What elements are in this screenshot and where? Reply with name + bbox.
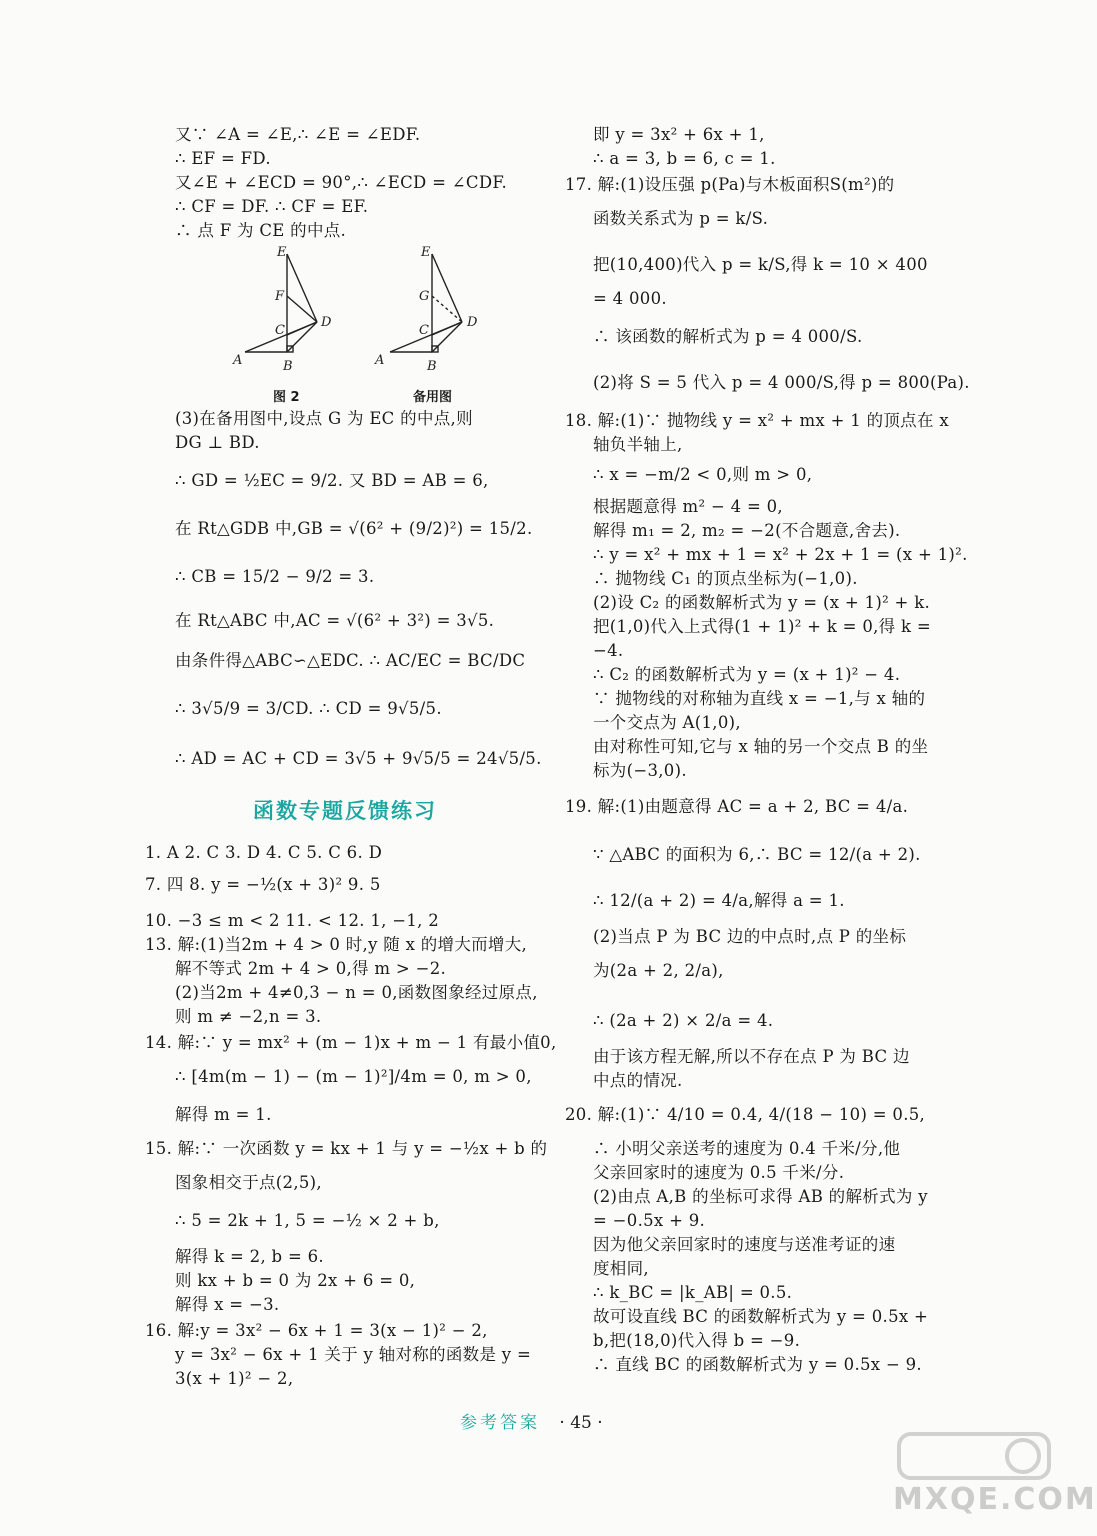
text-line: 度相同, <box>593 1259 649 1278</box>
text-line: 由条件得△ABC∽△EDC. ∴ AC/EC = BC/DC <box>175 651 526 670</box>
text-line: 因为他父亲回家时的速度与送准考证的速 <box>593 1235 896 1254</box>
text-line: 中点的情况. <box>593 1071 683 1090</box>
text-line: = 4 000. <box>593 289 667 308</box>
text-line: 父亲回家时的速度为 0.5 千米/分. <box>593 1163 845 1182</box>
figure-drawings <box>225 242 525 392</box>
label-B: B <box>427 359 437 374</box>
answer-line: 16. 解:y = 3x² − 6x + 1 = 3(x − 1)² − 2, <box>145 1321 488 1340</box>
text-line: 又∠E + ∠ECD = 90°,∴ ∠ECD = ∠CDF. <box>175 173 508 192</box>
figure-caption: 图 2 <box>273 390 300 405</box>
text-line: (2)设 C₂ 的函数解析式为 y = (x + 1)² + k. <box>593 593 931 612</box>
text-line: ∴ y = x² + mx + 1 = x² + 2x + 1 = (x + 1)². <box>593 545 968 564</box>
answer-line: y = 3x² − 6x + 1 关于 y 轴对称的函数是 y = <box>175 1345 532 1364</box>
text-line: ∴ x = −m/2 < 0,则 m > 0, <box>593 465 813 484</box>
text-line: 由于该方程无解,所以不存在点 P 为 BC 边 <box>593 1047 910 1066</box>
label-C: C <box>275 323 285 338</box>
text-line: 由对称性可知,它与 x 轴的另一个交点 B 的坐 <box>593 737 929 756</box>
answer-line: ∴ 5 = 2k + 1, 5 = −½ × 2 + b, <box>175 1211 440 1230</box>
label-D: D <box>467 315 478 330</box>
geometry-figures <box>225 242 525 412</box>
section-title: 函数专题反馈练习 <box>253 799 437 823</box>
text-line: 20. 解:(1)∵ 4/10 = 0.4, 4/(18 − 10) = 0.5, <box>565 1105 926 1124</box>
label-B: B <box>283 359 293 374</box>
label-F: F <box>275 289 285 304</box>
label-D: D <box>321 315 332 330</box>
answer-line: 解得 m = 1. <box>175 1105 272 1124</box>
text-line: (2)由点 A,B 的坐标可求得 AB 的解析式为 y <box>593 1187 928 1206</box>
text-line: 把(10,400)代入 p = k/S,得 k = 10 × 400 <box>593 255 928 274</box>
text-line: ∴ a = 3, b = 6, c = 1. <box>593 149 776 168</box>
text-line: ∵ △ABC 的面积为 6,∴ BC = 12/(a + 2). <box>593 845 921 864</box>
text-line: 为(2a + 2, 2/a), <box>593 961 724 980</box>
text-line: ∴ k_BC = |k_AB| = 0.5. <box>593 1283 793 1302</box>
label-A: A <box>233 353 243 368</box>
figure-caption: 备用图 <box>413 390 453 405</box>
text-line: 在 Rt△GDB 中,GB = √(6² + (9/2)²) = 15/2. <box>175 519 533 538</box>
answer-line: 7. 四 8. y = −½(x + 3)² 9. 5 <box>145 875 381 894</box>
footer-label: 参考答案 <box>460 1413 540 1433</box>
text-line: b,把(18,0)代入得 b = −9. <box>593 1331 801 1350</box>
text-line: ∴ 抛物线 C₁ 的顶点坐标为(−1,0). <box>593 569 858 588</box>
label-G: G <box>419 289 430 304</box>
text-line: 把(1,0)代入上式得(1 + 1)² + k = 0,得 k = <box>593 617 931 636</box>
text-line: (3)在备用图中,设点 G 为 EC 的中点,则 <box>175 409 473 428</box>
answer-line: 解不等式 2m + 4 > 0,得 m > −2. <box>175 959 447 978</box>
label-E: E <box>277 245 287 260</box>
text-line: ∴ 直线 BC 的函数解析式为 y = 0.5x − 9. <box>593 1355 922 1374</box>
text-line: ∴ 12/(a + 2) = 4/a,解得 a = 1. <box>593 891 845 910</box>
text-line: DG ⊥ BD. <box>175 433 260 452</box>
text-line: 17. 解:(1)设压强 p(Pa)与木板面积S(m²)的 <box>565 175 895 194</box>
text-line: ∴ CF = DF. ∴ CF = EF. <box>175 197 369 216</box>
answer-line: 1. A 2. C 3. D 4. C 5. C 6. D <box>145 843 383 862</box>
answer-line: 解得 x = −3. <box>175 1295 280 1314</box>
text-line: 函数关系式为 p = k/S. <box>593 209 769 228</box>
answer-line: ∴ [4m(m − 1) − (m − 1)²]/4m = 0, m > 0, <box>175 1067 532 1086</box>
answer-line: 3(x + 1)² − 2, <box>175 1369 294 1388</box>
text-line: ∴ 该函数的解析式为 p = 4 000/S. <box>593 327 863 346</box>
text-line: ∴ 小明父亲送考的速度为 0.4 千米/分,他 <box>593 1139 901 1158</box>
text-line: = −0.5x + 9. <box>593 1211 706 1230</box>
text-line: ∴ C₂ 的函数解析式为 y = (x + 1)² − 4. <box>593 665 901 684</box>
answer-line: 13. 解:(1)当2m + 4 > 0 时,y 随 x 的增大而增大, <box>145 935 528 954</box>
text-line: 根据题意得 m² − 4 = 0, <box>593 497 783 516</box>
answer-line: 14. 解:∵ y = mx² + (m − 1)x + m − 1 有最小值0, <box>145 1033 557 1052</box>
text-line: ∴ AD = AC + CD = 3√5 + 9√5/5 = 24√5/5. <box>175 749 542 768</box>
text-line: ∴ EF = FD. <box>175 149 271 168</box>
text-line: −4. <box>593 641 624 660</box>
text-line: ∴ CB = 15/2 − 9/2 = 3. <box>175 567 375 586</box>
text-line: ∴ (2a + 2) × 2/a = 4. <box>593 1011 774 1030</box>
text-line: (2)当点 P 为 BC 边的中点时,点 P 的坐标 <box>593 927 907 946</box>
answer-line: (2)当2m + 4≠0,3 − n = 0,函数图象经过原点, <box>175 983 538 1002</box>
watermark-text: MXQE.COM <box>893 1482 1097 1517</box>
answer-line: 解得 k = 2, b = 6. <box>175 1247 324 1266</box>
answer-line: 则 m ≠ −2,n = 3. <box>175 1007 322 1026</box>
page-footer <box>460 1408 603 1433</box>
text-line: 轴负半轴上, <box>593 435 683 454</box>
text-line: (2)将 S = 5 代入 p = 4 000/S,得 p = 800(Pa). <box>593 373 970 392</box>
watermark <box>893 1430 1097 1526</box>
text-line: 故可设直线 BC 的函数解析式为 y = 0.5x + <box>593 1307 929 1326</box>
text-line: ∴ GD = ½EC = 9/2. 又 BD = AB = 6, <box>175 471 489 490</box>
label-E: E <box>421 245 431 260</box>
text-line: 又∵ ∠A = ∠E,∴ ∠E = ∠EDF. <box>175 125 421 144</box>
text-line: ∴ 3√5/9 = 3/CD. ∴ CD = 9√5/5. <box>175 699 442 718</box>
text-line: ∵ 抛物线的对称轴为直线 x = −1,与 x 轴的 <box>593 689 926 708</box>
text-line: 19. 解:(1)由题意得 AC = a + 2, BC = 4/a. <box>565 797 909 816</box>
text-line: 即 y = 3x² + 6x + 1, <box>593 125 765 144</box>
answer-line: 图象相交于点(2,5), <box>175 1173 322 1192</box>
text-line: 一个交点为 A(1,0), <box>593 713 741 732</box>
text-line: 18. 解:(1)∵ 抛物线 y = x² + mx + 1 的顶点在 x <box>565 411 949 430</box>
text-line: 在 Rt△ABC 中,AC = √(6² + 3²) = 3√5. <box>175 611 495 630</box>
answer-line: 10. −3 ≤ m < 2 11. < 12. 1, −1, 2 <box>145 911 440 930</box>
label-A: A <box>375 353 385 368</box>
text-line: 解得 m₁ = 2, m₂ = −2(不合题意,舍去). <box>593 521 901 540</box>
page-number: · 45 · <box>559 1413 603 1433</box>
watermark-logo-icon <box>893 1430 1058 1480</box>
text-line: 标为(−3,0). <box>593 761 687 780</box>
answer-line: 15. 解:∵ 一次函数 y = kx + 1 与 y = −½x + b 的 <box>145 1139 548 1158</box>
text-line: ∴ 点 F 为 CE 的中点. <box>175 221 347 240</box>
label-C: C <box>419 323 429 338</box>
answer-line: 则 kx + b = 0 为 2x + 6 = 0, <box>175 1271 416 1290</box>
